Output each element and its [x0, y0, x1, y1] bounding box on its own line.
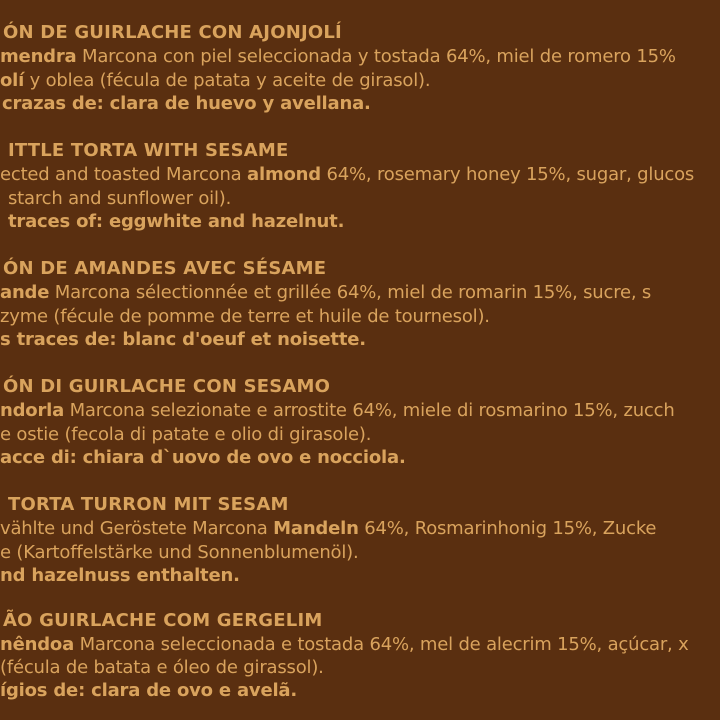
ingredients-line-2: starch and sunflower oil).	[8, 188, 232, 209]
ingredients-line-1	[0, 518, 656, 540]
ingredient-text: 64%, Rosmarinhonig 15%, Zucke	[358, 518, 657, 539]
ingredient-text: Marcona selezionate e arrostite 64%, miele di rosmarino 15%, zucch	[64, 400, 675, 421]
allergen-line: ígios de: clara de ovo e avelã.	[0, 680, 298, 701]
allergen-line: traces of: eggwhite and hazelnut.	[8, 211, 345, 232]
ingredient-bold: olí	[0, 70, 25, 91]
ingredients-line-1	[0, 400, 675, 422]
section-title: TORTA TURRON MIT SESAM	[8, 494, 289, 515]
allergen-line: acce di: chiara d`uovo de ovo e nocciola.	[0, 447, 406, 468]
ingredient-text: Marcona con piel seleccionada y tostada 64%, miel de romero 15%	[76, 46, 676, 67]
ingredients-line-2: zyme (fécule de pomme de terre et huile de tournesol).	[0, 306, 490, 327]
section-portuguese	[0, 590, 720, 720]
ingredient-text: Marcona sélectionnée et grillée 64%, miel de romarin 15%, sucre, s	[49, 282, 652, 303]
ingredient-bold: nêndoa	[0, 634, 75, 655]
ingredient-text: 64%, rosemary honey 15%, sugar, glucos	[320, 164, 695, 185]
section-english	[0, 118, 720, 236]
section-spanish	[0, 0, 720, 118]
section-title: ITTLE TORTA WITH SESAME	[8, 140, 289, 161]
ingredients-line-1	[0, 634, 689, 656]
ingredients-line-2: (fécula de batata e óleo de girassol).	[0, 657, 324, 678]
allergen-line: crazas de: clara de huevo y avellana.	[2, 93, 371, 114]
ingredients-line-2	[0, 70, 430, 92]
section-title: ÃO GUIRLACHE COM GERGELIM	[3, 610, 323, 631]
section-italian	[0, 354, 720, 472]
ingredient-bold: Mandeln	[273, 518, 359, 539]
section-title: ÓN DI GUIRLACHE CON SESAMO	[3, 376, 331, 397]
ingredients-line-2: e (Kartoffelstärke und Sonnenblumenöl).	[0, 542, 359, 563]
ingredient-bold: almond	[247, 164, 321, 185]
section-german	[0, 472, 720, 590]
ingredients-line-2: e ostie (fecola di patate e olio di girasole).	[0, 424, 372, 445]
ingredients-line-1	[0, 46, 676, 68]
ingredients-line-1	[0, 282, 651, 304]
section-title: ÓN DE GUIRLACHE CON AJONJOLÍ	[3, 22, 342, 43]
allergen-line: nd hazelnuss enthalten.	[0, 565, 240, 586]
section-french	[0, 236, 720, 354]
ingredients-line-1	[0, 164, 694, 186]
ingredient-text: y oblea (fécula de patata y aceite de girasol).	[24, 70, 431, 91]
ingredient-bold: ndorla	[0, 400, 65, 421]
section-title: ÓN DE AMANDES AVEC SÉSAME	[3, 258, 327, 279]
ingredient-bold: ande	[0, 282, 50, 303]
ingredient-pre: ected and toasted Marcona	[0, 164, 248, 185]
allergen-line: s traces de: blanc d'oeuf et noisette.	[0, 329, 366, 350]
ingredient-bold: mendra	[0, 46, 77, 67]
ingredient-text: Marcona seleccionada e tostada 64%, mel de alecrim 15%, açúcar, x	[74, 634, 689, 655]
ingredient-pre: vählte und Geröstete Marcona	[0, 518, 274, 539]
